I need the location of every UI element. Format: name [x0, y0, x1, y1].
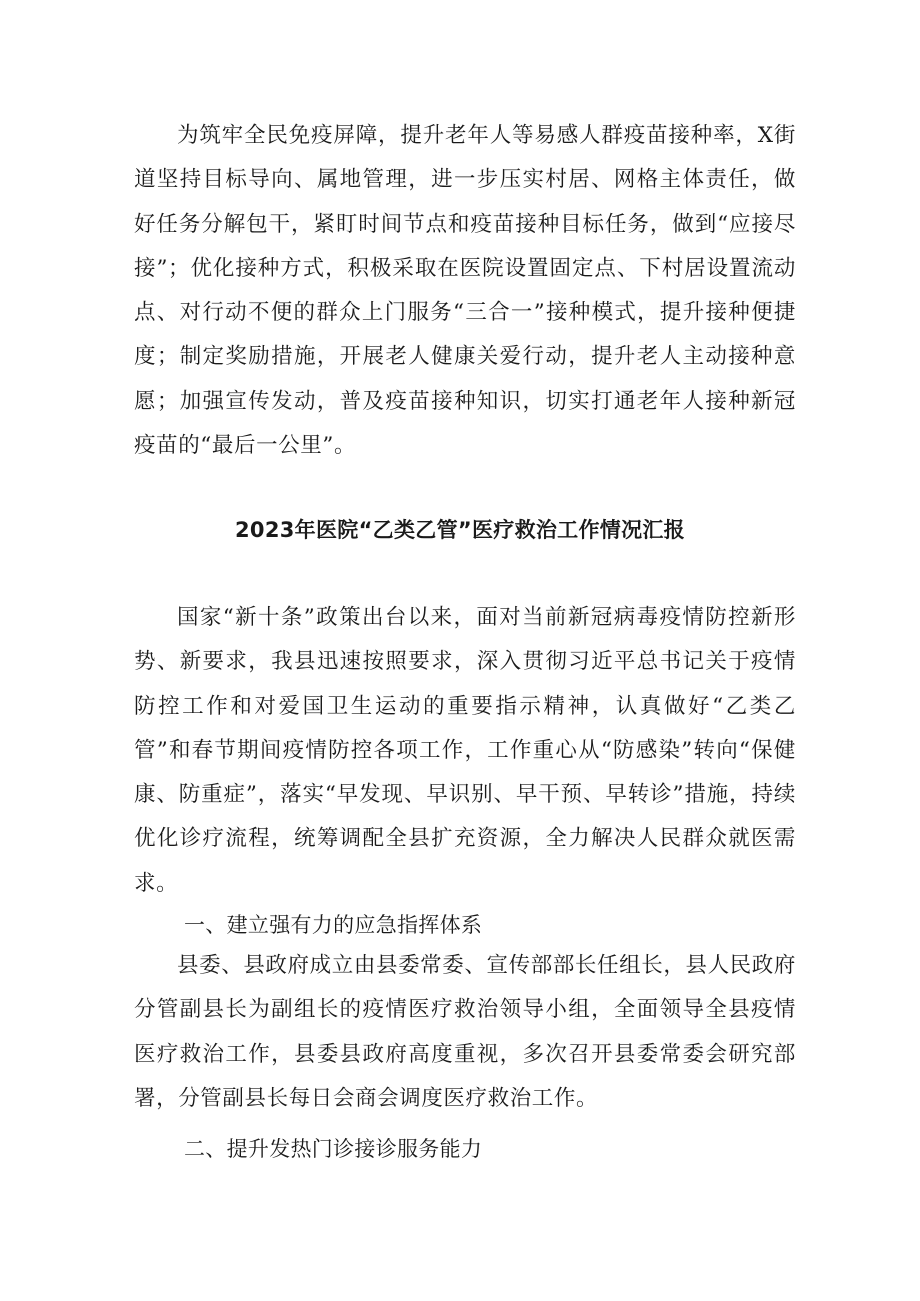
- body-paragraph: 国家“新十条”政策出台以来，面对当前新冠病毒疫情防控新形势、新要求，我县迅速按照要求，深入贯彻习近平总书记关于疫情防控工作和对爱国卫生运动的重要指示精神，认真做好“乙类乙管”和春节期间疫情防控各项工作，工作重心从“防感染”转向“保健康、防重症”，落实“早发现、早识别、早干预、早转诊”措施，持续优化诊疗流程，统筹调配全县扩充资源，全力解决人民群众就医需求。: [134, 605, 796, 896]
- section-heading-2: 二、提升发热门诊接诊服务能力: [184, 1137, 483, 1161]
- section-heading-1: 一、建立强有力的应急指挥体系: [184, 913, 483, 937]
- document-title: 2023年医院“乙类乙管”医疗救治工作情况汇报: [235, 518, 685, 542]
- section-1-paragraph: 县委、县政府成立由县委常委、宣传部部长任组长，县人民政府分管副县长为副组长的疫情医疗救治领导小组，全面领导全县疫情医疗救治工作，县委县政府高度重视，多次召开县委常委会研究部署，分管副县长每日会商会调度医疗救治工作。: [134, 953, 796, 1111]
- intro-paragraph: 为筑牢全民免疫屏障，提升老年人等易感人群疫苗接种率，X街道坚持目标导向、属地管理，进一步压实村居、网格主体责任，做好任务分解包干，紧盯时间节点和疫苗接种目标任务，做到“应接尽接”；优化接种方式，积极采取在医院设置固定点、下村居设置流动点、对行动不便的群众上门服务“三合一”接种模式，提升接种便捷度；制定奖励措施，开展老人健康关爱行动，提升老人主动接种意愿；加强宣传发动，普及疫苗接种知识，切实打通老年人接种新冠疫苗的“最后一公里”。: [134, 123, 796, 459]
